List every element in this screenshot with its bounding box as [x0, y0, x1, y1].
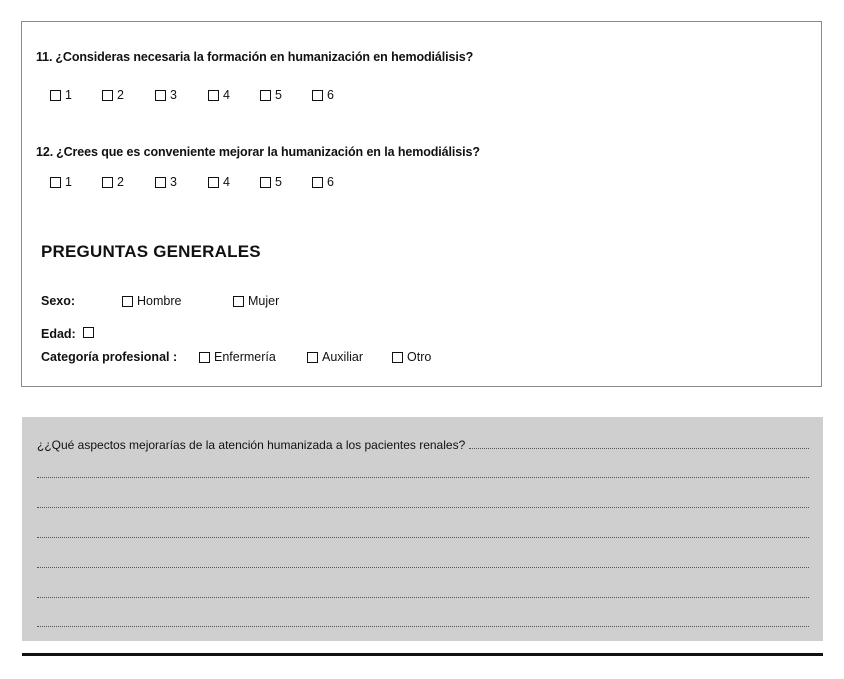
- open-question: [37, 438, 809, 452]
- open-question-text: ¿¿Qué aspectos mejorarías de la atención humanizada a los pacientes renales?: [37, 438, 466, 452]
- open-question-box: [22, 417, 823, 641]
- checkbox-icon[interactable]: [312, 177, 323, 188]
- q11-option-4[interactable]: [208, 88, 230, 102]
- checkbox-icon[interactable]: [155, 90, 166, 101]
- q11-option-2[interactable]: [102, 88, 124, 102]
- question-11-text: ¿Consideras necesaria la formación en humanización en hemodiálisis?: [55, 50, 474, 64]
- q12-option-2[interactable]: [102, 175, 124, 189]
- question-12-text: ¿Crees que es conveniente mejorar la humanización en la hemodiálisis?: [56, 145, 480, 159]
- option-label: 1: [65, 88, 72, 102]
- edad-field[interactable]: [83, 327, 98, 338]
- q12-option-3[interactable]: [155, 175, 177, 189]
- checkbox-icon[interactable]: [208, 90, 219, 101]
- answer-line[interactable]: [37, 477, 809, 478]
- checkbox-icon[interactable]: [208, 177, 219, 188]
- checkbox-icon[interactable]: [312, 90, 323, 101]
- option-label: 1: [65, 175, 72, 189]
- sexo-row: [41, 294, 441, 310]
- checkbox-icon[interactable]: [260, 90, 271, 101]
- answer-line[interactable]: [37, 537, 809, 538]
- checkbox-icon[interactable]: [122, 296, 133, 307]
- answer-line[interactable]: [37, 626, 809, 627]
- sexo-label: Sexo:: [41, 294, 76, 308]
- categoria-option-auxiliar[interactable]: [307, 350, 363, 364]
- checkbox-icon[interactable]: [307, 352, 318, 363]
- checkbox-icon[interactable]: [50, 90, 61, 101]
- question-11-number: 11.: [36, 50, 53, 64]
- checkbox-icon[interactable]: [233, 296, 244, 307]
- option-label: 5: [275, 88, 282, 102]
- q12-option-4[interactable]: [208, 175, 230, 189]
- question-11: [36, 50, 473, 64]
- option-label: 6: [327, 175, 334, 189]
- checkbox-icon[interactable]: [260, 177, 271, 188]
- q11-option-1[interactable]: [50, 88, 72, 102]
- q12-option-5[interactable]: [260, 175, 282, 189]
- sexo-option-mujer[interactable]: [233, 294, 279, 308]
- option-label: 4: [223, 175, 230, 189]
- q11-option-5[interactable]: [260, 88, 282, 102]
- option-label: Enfermería: [214, 350, 276, 364]
- checkbox-icon[interactable]: [83, 327, 94, 338]
- option-label: 5: [275, 175, 282, 189]
- answer-line[interactable]: [469, 447, 809, 449]
- answer-line[interactable]: [37, 507, 809, 508]
- question-12-number: 12.: [36, 145, 54, 159]
- option-label: Hombre: [137, 294, 182, 308]
- option-label: Otro: [407, 350, 432, 364]
- option-label: 4: [223, 88, 230, 102]
- checkbox-icon[interactable]: [155, 177, 166, 188]
- checkbox-icon[interactable]: [392, 352, 403, 363]
- edad-label: Edad:: [41, 327, 76, 341]
- categoria-label: Categoría profesional :: [41, 350, 178, 364]
- bottom-divider: [22, 653, 823, 656]
- option-label: 2: [117, 175, 124, 189]
- question-12: [36, 145, 480, 159]
- categoria-option-otro[interactable]: [392, 350, 431, 364]
- option-label: 3: [170, 88, 177, 102]
- checkbox-icon[interactable]: [50, 177, 61, 188]
- q12-option-6[interactable]: [312, 175, 334, 189]
- answer-line[interactable]: [37, 597, 809, 598]
- categoria-option-enfermeria[interactable]: [199, 350, 276, 364]
- q11-option-3[interactable]: [155, 88, 177, 102]
- checkbox-icon[interactable]: [102, 177, 113, 188]
- section-title-general: PREGUNTAS GENERALES: [41, 242, 261, 261]
- option-label: 3: [170, 175, 177, 189]
- option-label: 6: [327, 88, 334, 102]
- questionnaire-box: [21, 21, 822, 387]
- sexo-option-hombre[interactable]: [122, 294, 181, 308]
- option-label: Mujer: [248, 294, 280, 308]
- q12-option-1[interactable]: [50, 175, 72, 189]
- q11-option-6[interactable]: [312, 88, 334, 102]
- checkbox-icon[interactable]: [102, 90, 113, 101]
- answer-line[interactable]: [37, 567, 809, 568]
- categoria-row: [41, 350, 541, 366]
- option-label: 2: [117, 88, 124, 102]
- option-label: Auxiliar: [322, 350, 363, 364]
- edad-row: [41, 327, 241, 343]
- checkbox-icon[interactable]: [199, 352, 210, 363]
